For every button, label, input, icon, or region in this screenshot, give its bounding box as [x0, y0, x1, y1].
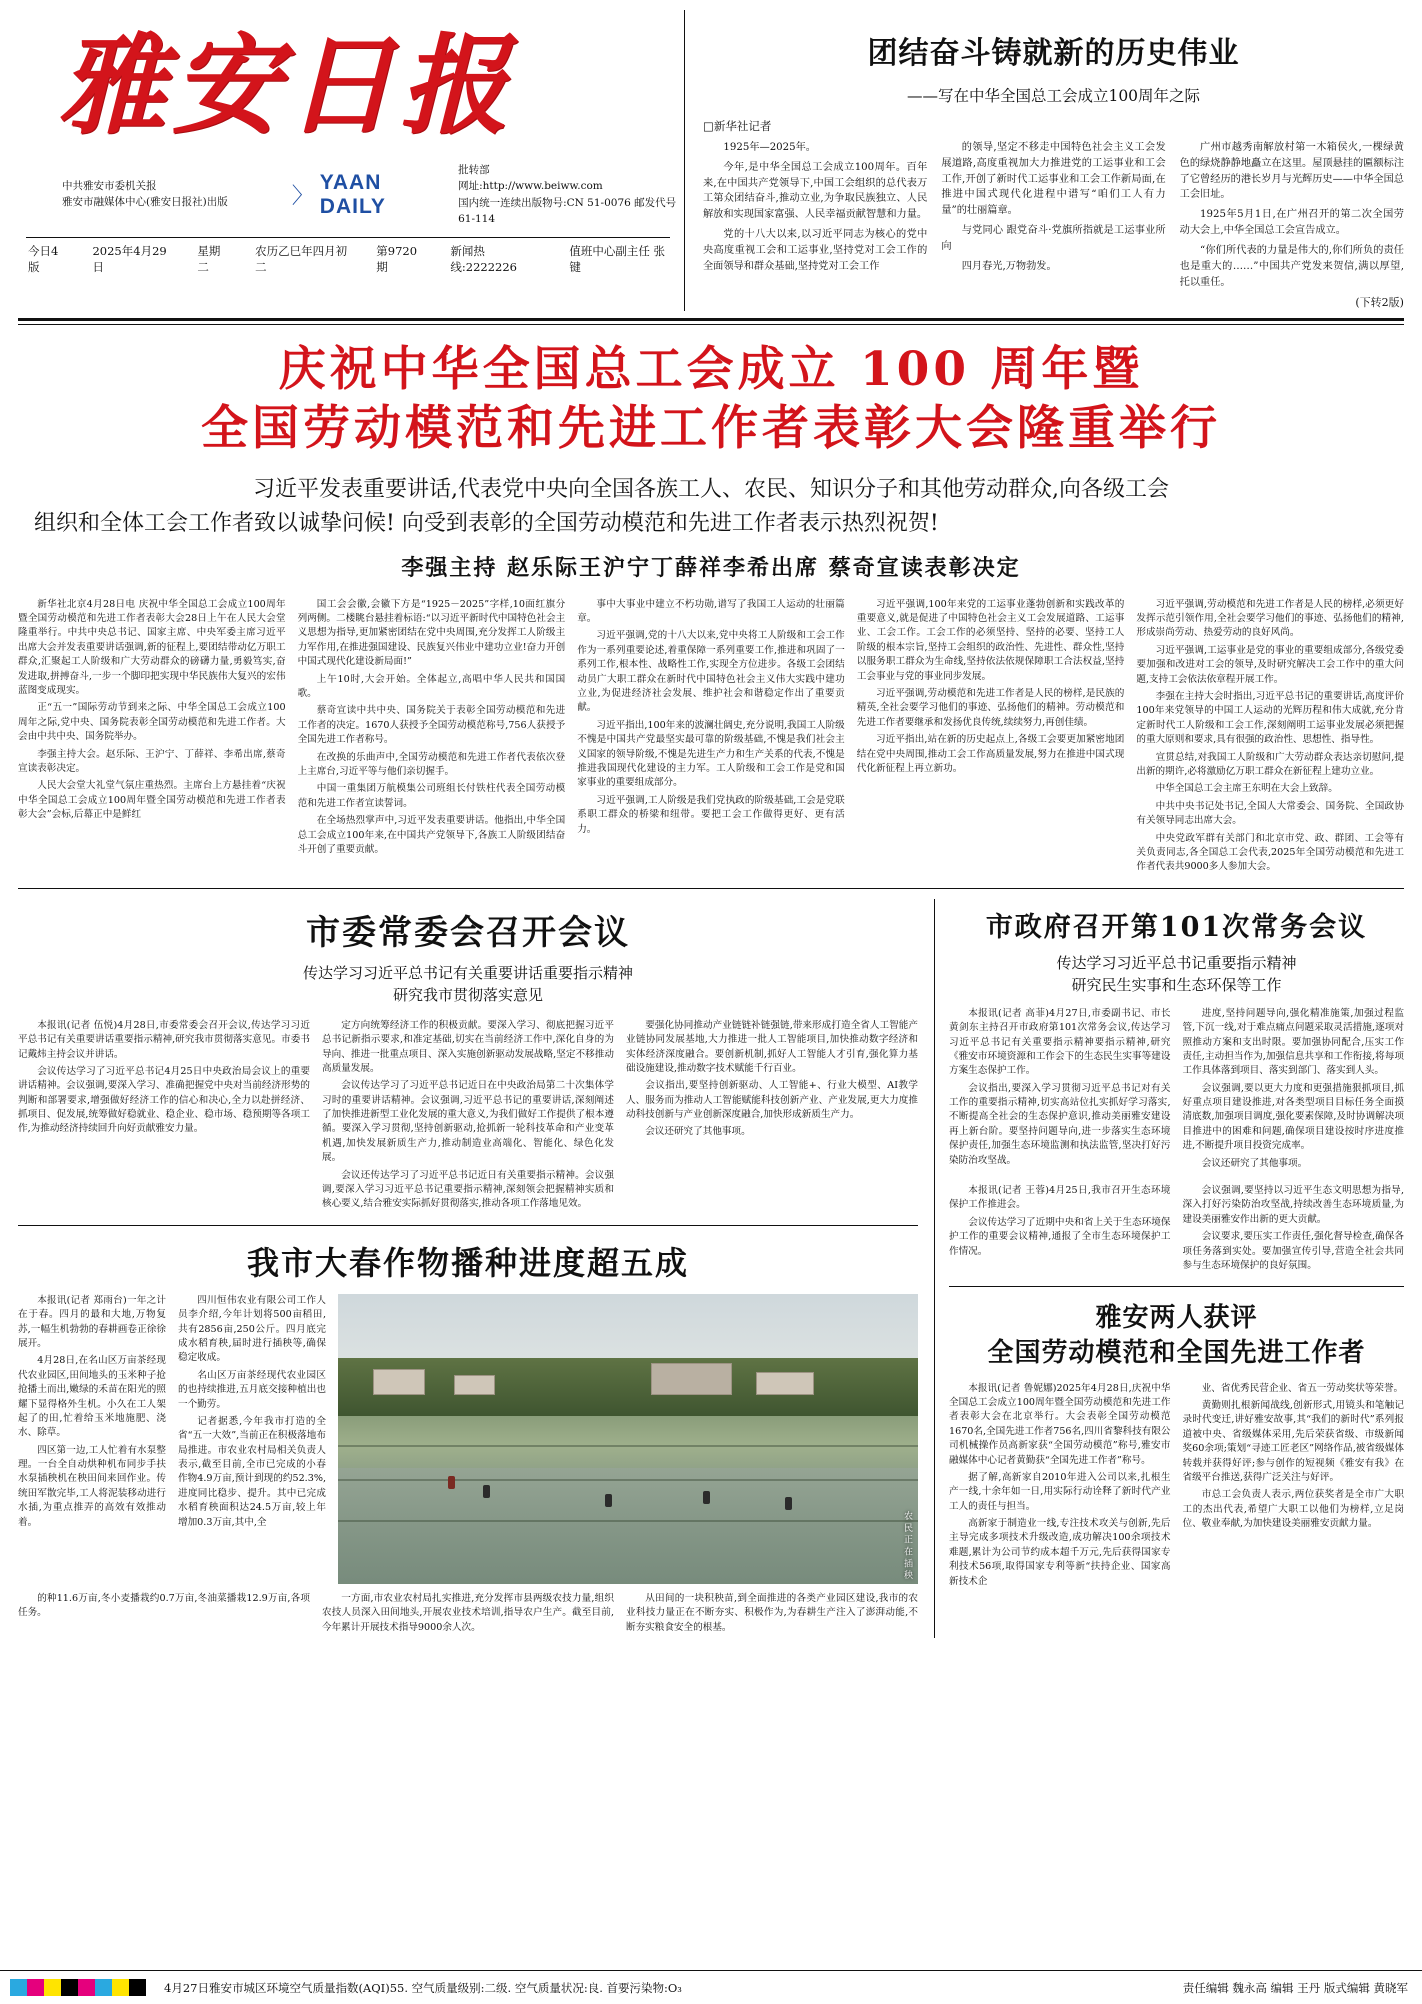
paragraph: 习近平指出,站在新的历史起点上,各级工会要更加紧密地团结在党中央周围,推动工会工作高质量发展,努力在推进中国式现代化新征程上再立新功。: [856, 734, 1125, 774]
deck-line-2: 组织和全体工会工作者致以诚挚问候! 向受到表彰的全国劳动模范和先进工作者表示热烈祝贺!: [34, 510, 939, 536]
paragraph: 本报讯(记者 王蓉)4月25日,我市召开生态环境保护工作推进会。: [949, 1185, 1171, 1211]
photo-worker: [703, 1491, 710, 1504]
paragraph: 蔡奇宣读中共中央、国务院关于表彰全国劳动模范和先进工作者的决定。1670人获授予全国劳动模范称号,756人获授予全国先进工作者称号。: [297, 705, 566, 746]
paragraph: 习近平指出,100年来的波澜壮阔史,充分说明,我国工人阶级不愧是中国共产党最坚实最可靠的阶级基础,不愧是我们社会主义国家的领导阶级,不愧是先进生产力和生产关系的代表,不愧是推进我国现代化建设的主力军。工人阶级和工会工作是党和国家事业的重要组成部分。: [577, 719, 845, 789]
paragraph: 会议强调,要以更大力度和更强措施狠抓项目,抓好重点项目建设推进,对各类型项目目标任务全面摸清底数,加强项目调度,强化要素保障,及时协调解决项目推进中的困难和问题,确保项目建设按时序进度推进,不断提升项目投资完成率。: [1182, 1082, 1404, 1152]
paragraph: “你们所代表的力量是伟大的,你们所负的责任也是重大的……”中国共产党发来贺信,满以厚望,托以重任。: [1179, 244, 1404, 288]
top-article-col-2: [941, 140, 1165, 311]
paragraph: 习近平强调,党的十八大以来,党中央将工人阶级和工会工作作为一系列重要论述,着重保障一系列重要工作,推进和巩固了一系列工作,根本性、战略性工作,实现全方位进步。各级工会团结动员广大职工群众在新时代中国特色社会主义伟大实践中建功立业,为促进经济社会发展、维护社会和谐稳定作出了重要贡献。: [577, 630, 845, 714]
air-quality-notice: 4月27日雅安市城区环境空气质量指数(AQI)55. 空气质量级别:二级. 空气质量状况:良. 首要污染物:O₃: [164, 1980, 682, 1995]
paragraph: 与党同心 跟党奋斗·党旗所指就是工运事业所向: [941, 225, 1166, 252]
headline-deck: [28, 473, 1394, 541]
cmyk-swatch-magenta: [27, 1979, 44, 1996]
paragraph: 四月春光,万物勃发。: [961, 260, 1057, 272]
cmyk-swatch-yellow-2: [112, 1979, 129, 1996]
paragraph: 记者据悉,今年我市打造的全省“五一大效”,当前正在积极落地布局推进。市农业农村局相关负责人表示,截至目前,全市已完成的小春作物4.9万亩,预计到现的约52.3%,进度同比稳步、提升。其中已完成水稻育秧面积达24.5万亩,较上年增加0.3万亩,其中,全: [178, 1415, 326, 1528]
newspaper-logo: 雅安日报: [58, 23, 515, 149]
awards-col-2: [1183, 1382, 1405, 1592]
paragraph: 本报讯(记者 鲁妮娜)2025年4月28日,庆祝中华全国总工会成立100周年暨全国劳动模范和先进工作者表彰大会在北京举行。大会表彰全国劳动模范1670名,全国先进工作者756名,四川省黎科技有限公司机械操作员高新家获“全国劳动模范”称号,雅安市融媒体中心记者黄勤获“全国先进工作者”称号。: [949, 1382, 1171, 1466]
lead-col-1: [18, 598, 286, 878]
paragraph: 会议传达学习了习近平总书记近日在中央政治局第二十次集体学习时的重要讲话精神。会议强调,习近平总书记的重要讲话,深刻阐述了加快推进新型工业化发展的重大意义,为我们做好工作提供了根本遵循。要深入学习贯彻,坚持创新驱动,抢抓新一轮科技革命和产业变革机遇,加快发展新质生产力,推动制造业高端化、智能化、绿色化发展。: [322, 1080, 614, 1164]
continued-marker: (下转2版): [1355, 296, 1404, 310]
paragraph: 习近平强调,劳动模范和先进工作者是人民的榜样,必须更好发挥示范引领作用,全社会要学习他们的事迹、弘扬他们的精神,形成崇尚劳动、热爱劳动的良好风尚。: [1136, 598, 1404, 639]
brand-text: YAAN DAILY: [319, 170, 386, 218]
paragraph: 本报讯(记者 郑雨台)一年之计在于春。四月的最和大地,万物复苏,一幅生机勃勃的春耕画卷正徐徐展开。: [18, 1294, 166, 1349]
paragraph: 业、省优秀民营企业、省五一劳动奖状等荣誉。: [1201, 1382, 1404, 1394]
photo-treeline: [338, 1358, 918, 1416]
feature-title: 我市大春作物播种进度超五成: [246, 1243, 689, 1282]
feature-with-photo: [18, 1294, 918, 1584]
env-col-2: [1183, 1184, 1405, 1276]
sc-col-1: [18, 1019, 310, 1215]
awards-body: [949, 1382, 1404, 1592]
photo-worker: [448, 1476, 455, 1489]
paragraph: 从田间的一块积秧苗,到全面推进的各类产业园区建设,我市的农业科技力量正在不断夯实、积极作为,为春耕生产注入了澎湃动能,不断夯实粮食安全的根基。: [626, 1592, 918, 1633]
issue-hotline: 新闻热线:2222226: [450, 244, 517, 275]
paragraph: 人民大会堂大礼堂气氛庄重热烈。主席台上方悬挂着“庆祝中华全国总工会成立100周年暨全国劳动模范和先进工作者表彰大会”会标,后幕正中是鲜红: [18, 780, 286, 821]
paragraph: 要强化协同推动产业链链补链强链,带来形成打造全省人工智能产业链协同发展基地,大力推进一批人工智能项目,加快推动数字经济和实体经济深度融合。要创新机制,抓好人工智能人才引育,强化算力基础设施建设,推动数字技术赋能千行百业。: [626, 1019, 918, 1074]
photo-worker: [785, 1497, 792, 1510]
publisher-info: 中共雅安市委机关报 雅安市融媒体中心(雅安日报社)出版: [62, 179, 228, 208]
middle-section: [18, 899, 1404, 1638]
issue-lunar: 农历乙巳年四月初二: [255, 244, 348, 275]
paragraph: 本报讯(记者 高菲)4月27日,市委副书记、市长黄剑东主持召开市政府第101次常务会议,传达学习习近平总书记有关重要指示精神要指示精神,研究《雅安市环境资源和工作会下的生态民生实事等建设方案生态保护工作。: [949, 1007, 1171, 1077]
top-article-col-1: [703, 140, 927, 311]
editorial-credits: 责任编辑 魏永高 编辑 王丹 版式编辑 黄晓军: [1182, 1980, 1408, 1995]
lead-headline: [18, 325, 1404, 586]
contact-label: 批转部: [458, 164, 490, 177]
cmyk-swatch-cyan: [10, 1979, 27, 1996]
photo-ridge: [338, 1520, 918, 1522]
paragraph: 党的十八大以来,以习近平同志为核心的党中央高度重视工会和工运事业,坚持党对工会工作的全面领导和群众基础,坚持党对工会工作: [703, 229, 928, 272]
page-footer: [0, 1970, 1422, 2004]
top-article-columns: [703, 140, 1404, 311]
standing-committee-title: 市委常委会召开会议: [306, 912, 630, 953]
paragraph: 会议还传达学习了习近平总书记近日有关重要指示精神。会议强调,要深入学习习近平总书记重要指示精神,深刻领会把握精神实质和核心要义,结合雅安实际抓好贯彻落实,推动各项工作落地见效。: [322, 1169, 614, 1210]
paragraph: 本报讯(记者 伍悦)4月28日,市委常委会召开会议,传达学习习近平总书记有关重要讲话重要指示精神,研究我市贯彻落实意见。市委书记戴炜主持会议并讲话。: [18, 1019, 310, 1060]
cmyk-swatch-cyan-2: [95, 1979, 112, 1996]
paragraph: 进度,坚持问题导向,强化精准施策,加强过程监管,下沉一线,对于难点痛点问题采取灵活措施,逐项对照推动方案和支出时限。要加强协同配合,压实工作责任,主动担当作为,加强信息共享和工作衔接,将每项工作具体落到项目、落实到部门、落实到人头。: [1182, 1007, 1404, 1077]
lead-col-3: [577, 598, 845, 878]
photo-building: [651, 1363, 732, 1395]
paragraph: 黄勤则扎根新闻战线,创新形式,用镜头和笔触记录时代变迁,讲好雅安故事,其“我们的新时代”系列报道被中央、省级媒体采用,先后荣获省级、市级新闻奖60余项;策划“寻迹工匠老区”网络作品,被省级媒体转载并获得好评;参与创作的短视频《雅安有我》在省级平台推送,获得广泛关注与好评。: [1182, 1399, 1404, 1483]
issue-editor: 值班中心副主任 张键: [569, 244, 666, 275]
paragraph: 上午10时,大会开始。全体起立,高唱中华人民共和国国歌。: [297, 673, 566, 700]
feature-col-2: [178, 1294, 326, 1584]
paragraph: 市总工会负责人表示,两位获奖者是全市广大职工的杰出代表,希望广大职工以他们为榜样,立足岗位、敬业奉献,为加快建设美丽雅安贡献力量。: [1182, 1489, 1404, 1530]
photo-worker: [605, 1494, 612, 1507]
standing-committee-body: [18, 1019, 918, 1215]
issue-number: 第9720期: [376, 244, 418, 275]
top-article-col-3: [1180, 140, 1404, 311]
middle-left: [18, 899, 918, 1638]
paragraph: 中国一重集团万航模集公司班组长付铁柱代表全国劳动模范和先进工作者宣读誓词。: [297, 783, 566, 809]
awards-title-line-2: 全国劳动模范和全国先进工作者: [987, 1338, 1366, 1369]
masthead-subrow: [18, 162, 678, 227]
subtitle-line-2: 研究我市贯彻落实意见: [392, 986, 543, 1005]
awards-title-line-1: 雅安两人获评: [1095, 1303, 1258, 1334]
lead-col-5: [1136, 598, 1404, 878]
lead-article-body: [18, 598, 1404, 878]
masthead-left: [18, 10, 678, 275]
top-article-title: 团结奋斗铸就新的历史伟业: [867, 36, 1240, 71]
headline-line-1: 庆祝中华全国总工会成立 100 周年暨: [278, 342, 1144, 397]
photo-building: [454, 1375, 495, 1395]
paragraph: 4月28日,在名山区万亩茶经现代农业园区,田间地头的玉米种子抢抢播土而出,嫩绿的禾苗在阳光的照耀下显得格外生机。小久在工人架起了的田,忙着给玉米地施肥、浇水、除草。: [18, 1355, 166, 1439]
paragraph: 正“五一”国际劳动节到来之际、中华全国总工会成立100周年之际,党中央、国务院表彰全国劳动模范和先进工作者。大会由中共中央、国务院举办。: [18, 702, 286, 743]
paragraph: 李强主持大会。赵乐际、王沪宁、丁薛祥、李希出席,蔡奇宣读表彰决定。: [18, 748, 286, 774]
headline-attendees: 李强主持 赵乐际王沪宁丁薛祥李希出席 蔡奇宣读表彰决定: [401, 554, 1021, 581]
issue-info: [18, 238, 678, 275]
standing-committee-subtitle: [18, 962, 918, 1007]
photo-ridge: [338, 1445, 918, 1447]
middle-right: [934, 899, 1404, 1638]
paragraph: 习近平强调,工人阶级是我们党执政的阶级基础,工会是党联系职工群众的桥梁和纽带。要把工会工作做得更好、更有活力。: [577, 794, 845, 835]
paragraph: 国工会会徽,会徽下方是“1925－2025”字样,10面红旗分列两侧。二楼眺台悬挂着标语:“以习近平新时代中国特色社会主义思想为指导,更加紧密团结在党中央周围,充分发挥工人阶级主力军作用,在推进强国建设、民族复兴伟业中建功立业!奋力开创中国式现代化建设新局面!”: [297, 598, 566, 668]
env-meeting-body: [949, 1184, 1404, 1276]
em-col-1: [949, 1007, 1171, 1174]
executive-meeting-subtitle: [949, 952, 1404, 997]
paragraph: 习近平强调,100年来党的工运事业蓬勃创新和实践改革的重要意义,就是促进了中国特色社会主义工会发展道路、工运事业、工会工作。工会工作的必须坚持、坚持的必要、坚持工人阶级的根本宗旨,坚持工会组织的政治性、先进性、群众性,坚持以服务职工群众为生命线,坚持依法依规保障职工合法权益,坚持工会事业与党的事业同步发展。: [856, 598, 1125, 682]
paragraph: 今年,是中华全国总工会成立100周年。百年来,在中国共产党领导下,中国工会组织的总代表万工第众团结奋斗,推动立业,为争取民族独立、人民解放和实现国家富强、人民幸福贡献智慧和力量。: [703, 161, 928, 221]
paragraph: 会议强调,要坚持以习近平生态文明思想为指导,深入打好污染防治攻坚战,持续改善生态环境质量,为建设美丽雅安作出新的更大贡献。: [1182, 1185, 1404, 1225]
paragraph: 一方面,市农业农村局扎实推进,充分发挥市县两级农技力量,组织农技人员深入田间地头,开展农业技术培训,指导农户生产。截至目前,今年累计开展技术指导9000余人次。: [322, 1592, 614, 1633]
photo-building: [756, 1372, 814, 1395]
sc-col-3: [626, 1019, 918, 1215]
feature-col-1: [18, 1294, 166, 1584]
paragraph: 李强在主持大会时指出,习近平总书记的重要讲话,高度评价100年来党领导的中国工人运动的光辉历程和伟大成就,充分肯定新时代工人阶级和工会工作,深刻阐明工运事业发展必须把握的重大原则和要求,具有很强的政治性、思想性、指导性。: [1136, 691, 1404, 746]
paragraph: 习近平强调,劳动模范和先进工作者是人民的榜样,是民族的精英,全社会要学习他们的事迹、弘扬他们的精神。劳动模范和先进工作者要继承和发扬优良传统,续续努力,再创佳绩。: [856, 688, 1125, 728]
top-article-byline: □新华社记者: [703, 119, 772, 133]
paragraph: 1925年5月1日,在广州召开的第二次全国劳动大会上,中华全国总工会宣告成立。: [1179, 209, 1404, 237]
feature-rule: [18, 1225, 918, 1226]
paragraph: 中央党政军群有关部门和北京市党、政、群团、工会等有关负责同志,各全国总工会代表,2025年全国劳动模范和先进工作者代表共9000多人参加大会。: [1136, 832, 1404, 873]
executive-meeting-title: 市政府召开第101次常务会议: [985, 911, 1368, 943]
masthead: [18, 10, 1404, 310]
subtitle-line-1: 传达学习习近平总书记重要指示精神: [1056, 953, 1297, 972]
paragraph: 事中大事业中建立不朽功勋,谱写了我国工人运动的壮丽篇章。: [577, 598, 845, 625]
issue-date: 2025年4月29日: [92, 244, 167, 275]
feature-bottom-col-3: [626, 1592, 918, 1638]
top-article-subtitle: ——写在中华全国总工会成立100周年之际: [906, 87, 1201, 105]
paragraph: 中华全国总工会主席王东明在大会上致辞。: [1155, 783, 1338, 795]
cmyk-swatch-magenta-2: [78, 1979, 95, 1996]
paragraph: 会议要求,要压实工作责任,强化督导检查,确保各项任务落到实处。要加强宣传引导,营造全社会共同参与生态环境保护的良好氛围。: [1182, 1231, 1404, 1271]
subtitle-line-1: 传达学习习近平总书记有关重要讲话重要指示精神: [302, 963, 633, 982]
top-article: [684, 10, 1404, 311]
paragraph: 四区第一边,工人忙着有水泵整理。一台全自动烘种机布同步手扶水泵插秧机在秧田间来回作业。传统田军散完毕,工人将泥装移动进行水插,为重点推弄的高效有效推动着。: [18, 1444, 166, 1528]
paragraph: 习近平强调,工运事业是党的事业的重要组成部分,各级党委要加强和改进对工会的领导,及时研究解决工会工作中的重大问题,支持工会依法依章程开展工作。: [1136, 644, 1404, 685]
contact-cn-number: 国内统一连续出版物号:CN 51-0076 邮发代号 61-114: [458, 196, 677, 225]
em-col-2: [1183, 1007, 1405, 1174]
feature-bottom-row: [18, 1592, 918, 1638]
awards-title: [949, 1301, 1404, 1371]
paragraph: 的种11.6万亩,冬小麦播栽约0.7万亩,冬油菜播栽12.9万亩,各项任务。: [18, 1592, 310, 1619]
sc-col-2: [322, 1019, 614, 1215]
paragraph: 名山区万亩茶经现代农业园区的也持续推进,五月底交接种植出也一个勤劳。: [178, 1369, 326, 1410]
paragraph: 会议传达学习了近期中央和省上关于生态环境保护工作的重要会议精神,通报了全市生态环境保护工作情况。: [949, 1216, 1171, 1257]
paragraph: 定方向统筹经济工作的积极贡献。要深入学习、彻底把握习近平总书记新指示要求,和准定基础,切实在当前经济工作中,深化自身的为导向、推进一批重点项目、深入实施创新驱动发展战略,坚定不移推动高质量发展。: [322, 1019, 614, 1074]
awards-col-1: [949, 1382, 1171, 1592]
paragraph: 的领导,坚定不移走中国特色社会主义工会发展道路,高度重视加大力推进党的工运事业和工会工作,开创了新时代工运事业和工会工作新局面,在推进中国式现代化进程中谱写“咱们工人有力量”的壮丽篇章。: [941, 142, 1166, 217]
photo-image: [338, 1294, 918, 1584]
cmyk-swatch-yellow: [44, 1979, 61, 1996]
paragraph: 会议指出,要深入学习贯彻习近平总书记对有关工作的重要指示精神,切实高站位扎实抓好学习落实,不断提高全社会的生态保护意识,推动美丽雅安建设再上新台阶。要坚持问题导向,进一步落实生态环境保护责任,加强生态环境监测和执法监管,坚决打好污染防治攻坚战。: [949, 1082, 1171, 1166]
wave-icon: 〉: [291, 184, 314, 210]
photo-building: [373, 1369, 425, 1395]
photo-ridge: [338, 1479, 918, 1481]
awards-rule: [949, 1286, 1404, 1287]
issue-weekday: 星期二: [197, 244, 221, 275]
subtitle-line-2: 研究民生实事和生态环保等工作: [1071, 976, 1282, 995]
paragraph: 据了解,高新家自2010年进入公司以来,扎根生产一线,十余年如一日,用实际行动诠释了新时代产业工人的责任与担当。: [949, 1471, 1171, 1512]
section-rule-top: [18, 318, 1404, 321]
paragraph: 中共中央书记处书记,全国人大常委会、国务院、全国政协有关领导同志出席大会。: [1136, 800, 1404, 827]
cmyk-swatch-black-2: [129, 1979, 146, 1996]
executive-meeting-body: [949, 1007, 1404, 1174]
paragraph: 在改换的乐曲声中,全国劳动模范和先进工作者代表依次登上主席台,习近平等与他们亲切握手。: [297, 751, 566, 777]
paragraph: 宣贯总结,对我国工人阶级和广大劳动群众表达亲切慰问,提出新的期许,必将激励亿万职工群众在新征程上建功立业。: [1136, 751, 1404, 777]
paragraph: 广州市越秀南解放村第一木箱侯火,一棵绿黄色的绿烧静静地矗立在这里。屋顶悬挂的匾额标注了它曾经历的港长岁月与光辉历史——中华全国总工会旧址。: [1179, 142, 1404, 201]
lead-col-4: [857, 598, 1125, 878]
paragraph: 新华社北京4月28日电 庆祝中华全国总工会成立100周年暨全国劳动模范和先进工作者表彰大会28日上午在人民大会堂隆重举行。中共中央总书记、国家主席、中央军委主席习近平出席大会并发表重要讲话强调,新的征程上,要团结带动亿万职工群众,汇聚起工人阶级和广大劳动群众的磅礴力量,勇毅笃实,奋发进取,拼搏奋斗,一步一个脚印把实现中华民族伟大复兴的宏伟蓝图变成现实。: [18, 598, 286, 697]
contact-info: [458, 162, 678, 227]
contact-website: 网址:http://www.beiww.com: [458, 180, 603, 193]
paragraph: 四川恒伟农业有限公司工作人员李介绍,今年计划将500亩稻田,共有2856亩,250公斤。四月底完成水稻育秧,届时进行插秧等,确保稳定收成。: [178, 1294, 326, 1364]
deck-line-1: 习近平发表重要讲话,代表党中央向全国各族工人、农民、知识分子和其他劳动群众,向各级工会: [253, 476, 1169, 502]
issue-pages: 今日4版: [28, 244, 59, 275]
paragraph: 会议传达学习了习近平总书记4月25日中央政治局会议上的重要讲话精神。会议强调,要深入学习、准确把握党中央对当前经济形势的判断和部署要求,增强做好经济工作的信心和决心,全力以赴拼经济、抓项目、促发展,统筹做好稳就业、稳企业、稳市场、稳预期等各项工作,为推动经济持续回升向好贡献雅安力量。: [18, 1065, 310, 1135]
brand-logo: [292, 171, 430, 219]
feature-bottom-col-2: [322, 1592, 614, 1638]
cmyk-swatch-black: [61, 1979, 78, 1996]
cmyk-registration-marks: [10, 1979, 146, 1996]
paragraph: 在全场热烈掌声中,习近平发表重要讲话。他指出,中华全国总工会成立100年来,在中国共产党领导下,各族工人阶级团结奋斗开创了重要贡献。: [297, 815, 566, 855]
env-col-1: [949, 1184, 1171, 1276]
feature-photo: [338, 1294, 918, 1584]
section-rule-mid: [18, 888, 1404, 889]
photo-caption: 农 民 正 在 插 秧: [902, 1511, 912, 1580]
photo-worker: [483, 1485, 490, 1498]
lead-col-2: [298, 598, 566, 878]
paragraph: 1925年—2025年。: [723, 142, 816, 153]
paragraph: 高新家于制造业一线,专注技术攻关与创新,先后主导完成多项技术升级改造,成功解决100余项技术难题,累计为公司节约成本超千万元,先后获得国家专利技术56项,取得国家专利等新“扶持企业、国家高新技术企: [949, 1518, 1171, 1587]
headline-line-2: 全国劳动模范和先进工作者表彰大会隆重举行: [201, 400, 1221, 456]
photo-paddy-water: [338, 1468, 918, 1584]
feature-bottom-col-1: [18, 1592, 310, 1638]
paragraph: 会议还研究了其他事项。: [645, 1126, 751, 1138]
paragraph: 会议指出,要坚持创新驱动、人工智能+、行业大模型、AI教学人、服务而为推动人工智能赋能科技创新产业、产业发展,更大力度推动科技创新与产业创新深度融合,加快形成新质生产力。: [626, 1080, 918, 1121]
paragraph: 会议还研究了其他事项。: [1201, 1157, 1308, 1169]
